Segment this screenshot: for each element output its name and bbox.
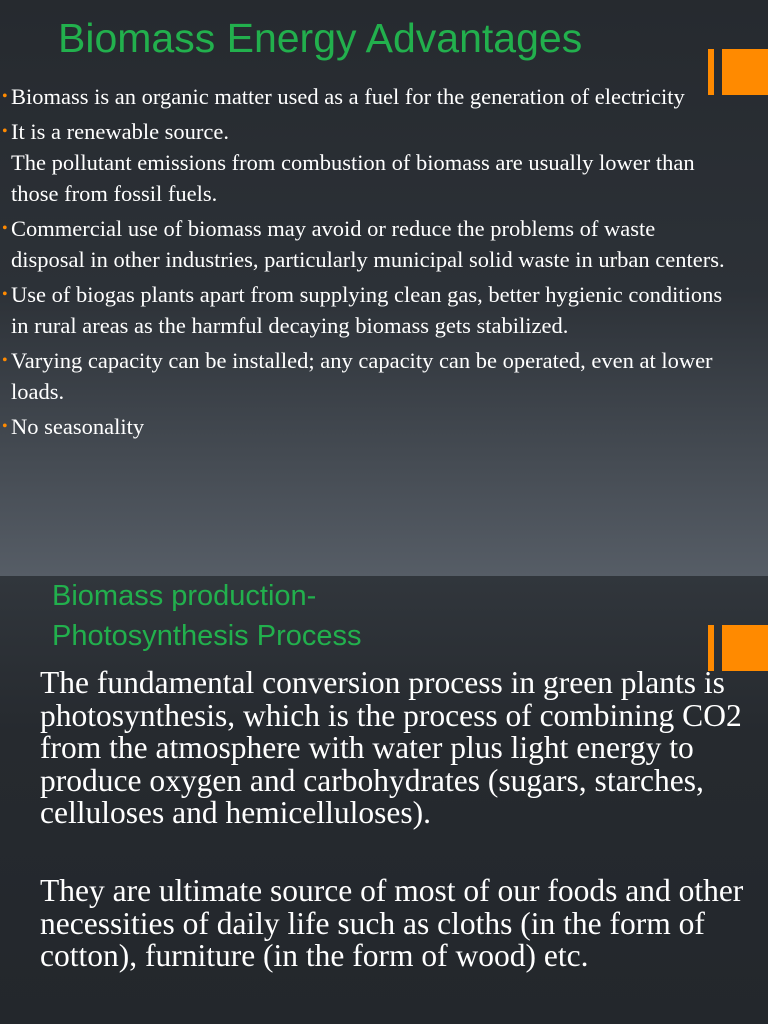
bullet-dot-icon: • xyxy=(2,352,8,369)
bullet-dot-icon: • xyxy=(2,88,8,105)
slide-title xyxy=(52,576,361,656)
bullet-text: Biomass is an organic matter used as a fuel for the generation of electricity xyxy=(11,84,685,109)
bullet-item xyxy=(2,345,732,407)
bullet-text: It is a renewable source. xyxy=(11,119,230,144)
paragraph-photosynthesis: The fundamental conversion process in green plants is photosynthesis, which is the process of combining CO2 from the atmosphere with water plus light energy to produce oxygen and carbohydrates (sugars, starches, celluloses and hemicelluloses). xyxy=(40,665,742,830)
bullet-item xyxy=(2,147,732,209)
accent-block xyxy=(722,625,768,671)
slide-photosynthesis xyxy=(0,576,768,1024)
bullet-item xyxy=(2,116,732,147)
bullet-dot-icon: • xyxy=(2,418,8,435)
bullet-dot-icon: • xyxy=(2,123,8,140)
bullet-item xyxy=(2,411,732,442)
slide-title-line2: Photosynthesis Process xyxy=(52,620,362,652)
bullet-text: The pollutant emissions from combustion of biomass are usually lower than those from fossil fuels. xyxy=(11,150,695,206)
bullet-item xyxy=(2,213,732,275)
bullet-dot-icon: • xyxy=(2,220,8,237)
bullet-text: Commercial use of biomass may avoid or reduce the problems of waste disposal in other industries, particularly municipal solid waste in urban centers. xyxy=(11,216,725,272)
slide-title: Biomass Energy Advantages xyxy=(58,15,583,61)
slide-title-line1: Biomass production- xyxy=(52,580,317,612)
advantages-bullet-list xyxy=(2,81,732,446)
bullet-item xyxy=(2,279,732,341)
bullet-text: Use of biogas plants apart from supplying clean gas, better hygienic conditions in rural areas as the harmful decaying biomass gets stabilized. xyxy=(11,282,723,338)
bullet-text: Varying capacity can be installed; any capacity can be operated, even at lower loads. xyxy=(11,348,713,404)
bullet-text: No seasonality xyxy=(11,414,145,439)
paragraph-necessities: They are ultimate source of most of our foods and other necessities of daily life such as cloths (in the form of cotton), furniture (in the form of wood) etc. xyxy=(40,873,744,973)
bullet-item xyxy=(2,81,732,112)
bullet-dot-icon: • xyxy=(2,286,8,303)
